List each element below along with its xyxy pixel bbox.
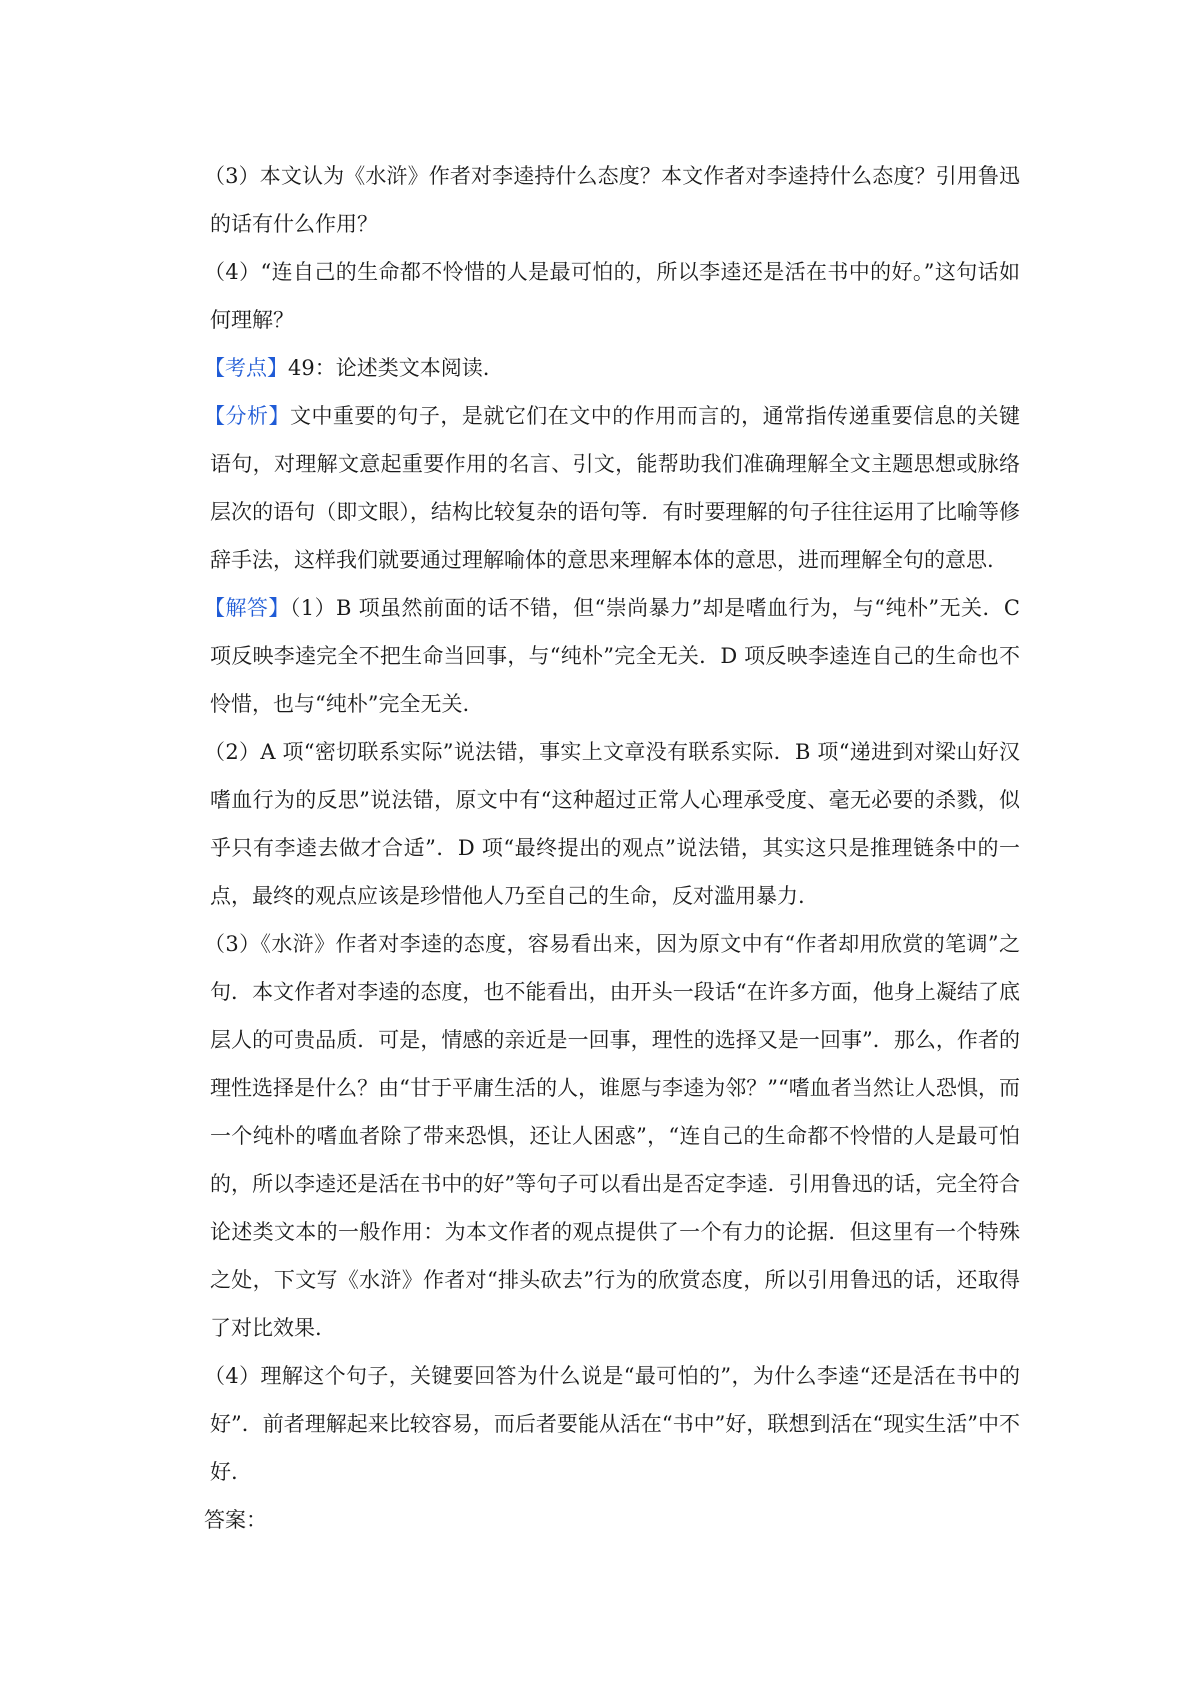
kaodian-section [204, 344, 1020, 392]
jieda-section [204, 584, 1021, 728]
answer-4: （4）理解这个句子，关键要回答为什么说是“最可怕的”，为什么李逵“还是活在书中的好”．前者理解起来比较容易，而后者要能从活在“书中”好，联想到活在“现实生活”中不好. [204, 1364, 1020, 1484]
fenxi-text: 文中重要的句子，是就它们在文中的作用而言的，通常指传递重要信息的关键语句，对理解文意起重要作用的名言、引文，能帮助我们准确理解全文主题思想或脉络层次的语句（即文眼），结构比较复杂的语句等．有时要理解的句子往往运用了比喻等修辞手法，这样我们就要通过理解喻体的意思来理解本体的意思，进而理解全句的意思. [210, 404, 1021, 572]
kaodian-label: 【考点】 [204, 356, 288, 380]
fenxi-label: 【分析】 [204, 404, 290, 428]
jieda-label: 【解答】 [204, 596, 290, 620]
answer-2: （2）A 项“密切联系实际”说法错，事实上文章没有联系实际．B 项“递进到对梁山好汉嗜血行为的反思”说法错，原文中有“这种超过正常人心理承受度、毫无必要的杀戮，似乎只有李逵去做才合适”．D 项“最终提出的观点”说法错，其实这只是推理链条中的一点，最终的观点应该是珍惜他人乃至自己的生命，反对滥用暴力. [204, 740, 1020, 908]
kaodian-text: 49：论述类文本阅读. [288, 356, 490, 380]
answer-heading: 答案： [204, 1508, 267, 1532]
document-body [204, 152, 1021, 1544]
answer-1-text: （1）B 项虽然前面的话不错，但“崇尚暴力”却是嗜血行为，与“纯朴”无关．C 项反映李逵完全不把生命当回事，与“纯朴”完全无关．D 项反映李逵连自己的生命也不怜惜，也与“纯朴”完全无关. [210, 596, 1021, 716]
fenxi-section [204, 392, 1021, 584]
answer-3: （3）《水浒》作者对李逵的态度，容易看出来，因为原文中有“作者却用欣赏的笔调”之句．本文作者对李逵的态度，也不能看出，由开头一段话“在许多方面，他身上凝结了底层人的可贵品质．可是，情感的亲近是一回事，理性的选择又是一回事”．那么，作者的理性选择是什么？由“甘于平庸生活的人，谁愿与李逵为邻？”“嗜血者当然让人恐惧，而一个纯朴的嗜血者除了带来恐惧，还让人困惑”，“连自己的生命都不怜惜的人是最可怕的，所以李逵还是活在书中的好”等句子可以看出是否定李逵．引用鲁迅的话，完全符合论述类文本的一般作用：为本文作者的观点提供了一个有力的论据．但这里有一个特殊之处，下文写《水浒》作者对“排头砍去”行为的欣赏态度，所以引用鲁迅的话，还取得了对比效果. [204, 932, 1020, 1340]
question-4: （4）“连自己的生命都不怜惜的人是最可怕的，所以李逵还是活在书中的好。”这句话如何理解？ [204, 260, 1020, 332]
question-3: （3）本文认为《水浒》作者对李逵持什么态度？本文作者对李逵持什么态度？引用鲁迅的话有什么作用？ [204, 164, 1020, 236]
